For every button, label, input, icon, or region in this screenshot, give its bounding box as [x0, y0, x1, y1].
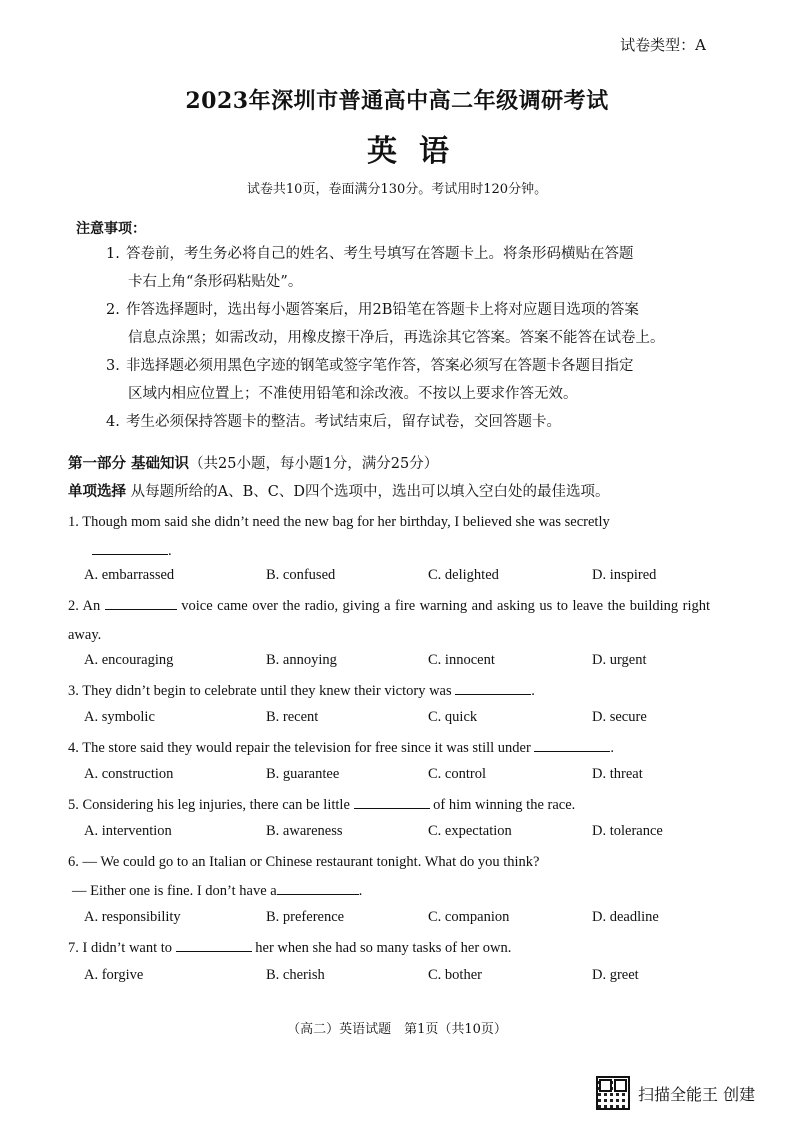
- question-6-stem: [68, 848, 710, 906]
- option-a: A. symbolic: [84, 709, 155, 725]
- section-instruction: [68, 480, 609, 501]
- option-c: C. control: [428, 766, 486, 782]
- option-d: D. threat: [592, 766, 643, 782]
- option-c: C. bother: [428, 967, 482, 983]
- answer-blank: [277, 880, 359, 895]
- option-a: A. encouraging: [84, 652, 174, 668]
- stem-text: 6. — We could go to an Italian or Chinese restaurant tonight. What do you think?: [68, 854, 540, 870]
- answer-blank: [92, 540, 168, 555]
- option-d: D. greet: [592, 967, 639, 983]
- page-footer: （高二）英语试题 第1页（共10页）: [287, 1022, 507, 1037]
- note-item-4: [106, 408, 716, 436]
- option-a: A. embarrassed: [84, 567, 175, 583]
- exam-title: 2023年深圳市普通高中高二年级调研考试: [185, 88, 609, 114]
- stem-text: 7. I didn’t want to: [68, 940, 173, 956]
- note-number: 3.: [106, 358, 120, 374]
- stem-text: 3. They didn’t begin to celebrate until they knew their victory was: [68, 683, 452, 699]
- paper-type: 试卷类型：A: [620, 36, 706, 54]
- stem-text-end: of him winning the race.: [433, 797, 576, 813]
- stem-text-end: .: [610, 740, 615, 756]
- question-4-stem: [68, 734, 710, 763]
- question-3-stem: [68, 677, 710, 706]
- option-c: C. expectation: [428, 823, 512, 839]
- question-5-stem: [68, 791, 710, 820]
- note-item-1: [106, 240, 716, 296]
- option-b: B. confused: [266, 567, 336, 583]
- question-2-stem: [68, 592, 710, 650]
- stem-text: 5. Considering his leg injuries, there can be little: [68, 797, 350, 813]
- note-text: 作答选择题时，选出每小题答案后，用2B铅笔在答题卡上将对应题目选项的答案: [126, 302, 639, 318]
- option-d: D. tolerance: [592, 823, 663, 839]
- stem-text-line2: — Either one is fine. I don’t have a: [72, 883, 277, 899]
- option-d: D. inspired: [592, 567, 657, 583]
- instruction-text: 从每题所给的A、B、C、D四个选项中，选出可以填入空白处的最佳选项。: [130, 484, 610, 500]
- stem-text-end: her when she had so many tasks of her own.: [255, 940, 512, 956]
- note-number: 2.: [106, 302, 120, 318]
- option-d: D. urgent: [592, 652, 647, 668]
- note-number: 1.: [106, 246, 120, 262]
- stem-text: 4. The store said they would repair the television for free since it was still under: [68, 740, 531, 756]
- instruction-label: 单项选择: [68, 483, 126, 500]
- section-name: 第一部分 基础知识: [68, 455, 190, 472]
- stem-text-end: .: [358, 883, 363, 899]
- exam-info: 试卷共10页，卷面满分130分。考试用时120分钟。: [246, 182, 548, 197]
- note-text-cont: 信息点涂黑；如需改动，用橡皮擦干净后，再选涂其它答案。答案不能答在试卷上。: [128, 330, 665, 346]
- stem-text-end: voice came over the radio, giving a fire warning and asking us to leave the building right away.: [68, 598, 710, 643]
- note-number: 4.: [106, 414, 120, 430]
- option-c: C. delighted: [428, 567, 499, 583]
- subject-heading: 英语: [367, 134, 471, 169]
- option-a: A. intervention: [84, 823, 172, 839]
- stem-text: 2. An: [68, 598, 101, 614]
- stem-text: 1. Though mom said she didn’t need the new bag for her birthday, I believed she was secretly: [68, 514, 610, 530]
- scanner-watermark: [596, 1076, 755, 1110]
- question-7-stem: [68, 934, 710, 963]
- note-text-cont: 区域内相应位置上；不准使用铅笔和涂改液。不按以上要求作答无效。: [128, 386, 578, 402]
- option-a: A. construction: [84, 766, 174, 782]
- option-a: A. responsibility: [84, 909, 181, 925]
- stem-text-end: .: [168, 543, 172, 559]
- option-c: C. companion: [428, 909, 510, 925]
- option-c: C. innocent: [428, 652, 495, 668]
- answer-blank: [534, 737, 610, 752]
- option-a: A. forgive: [84, 967, 144, 983]
- option-b: B. guarantee: [266, 766, 340, 782]
- option-d: D. secure: [592, 709, 647, 725]
- note-text: 答卷前，考生务必将自己的姓名、考生号填写在答题卡上。将条形码横贴在答题: [126, 246, 634, 262]
- option-b: B. awareness: [266, 823, 343, 839]
- qr-code-icon: [596, 1076, 630, 1110]
- notes-heading: 注意事项：: [76, 221, 146, 237]
- section-detail: （共25小题，每小题1分，满分25分）: [189, 456, 439, 472]
- note-item-2: [106, 296, 716, 352]
- option-b: B. cherish: [266, 967, 325, 983]
- question-1-stem: [68, 508, 710, 566]
- section-title: [68, 452, 438, 473]
- answer-blank: [176, 937, 252, 952]
- note-text-cont: 卡右上角“条形码粘贴处”。: [128, 274, 303, 290]
- note-text: 考生必须保持答题卡的整洁。考试结束后，留存试卷，交回答题卡。: [126, 414, 561, 430]
- note-item-3: [106, 352, 716, 408]
- stem-text-end: .: [531, 683, 535, 699]
- option-b: B. preference: [266, 909, 345, 925]
- option-b: B. recent: [266, 709, 319, 725]
- answer-blank: [105, 595, 177, 610]
- option-c: C. quick: [428, 709, 478, 725]
- scanner-text: 扫描全能王 创建: [638, 1084, 756, 1104]
- answer-blank: [354, 794, 430, 809]
- option-d: D. deadline: [592, 909, 659, 925]
- note-text: 非选择题必须用黑色字迹的钢笔或签字笔作答，答案必须写在答题卡各题目指定: [126, 358, 634, 374]
- answer-blank: [455, 680, 531, 695]
- option-b: B. annoying: [266, 652, 337, 668]
